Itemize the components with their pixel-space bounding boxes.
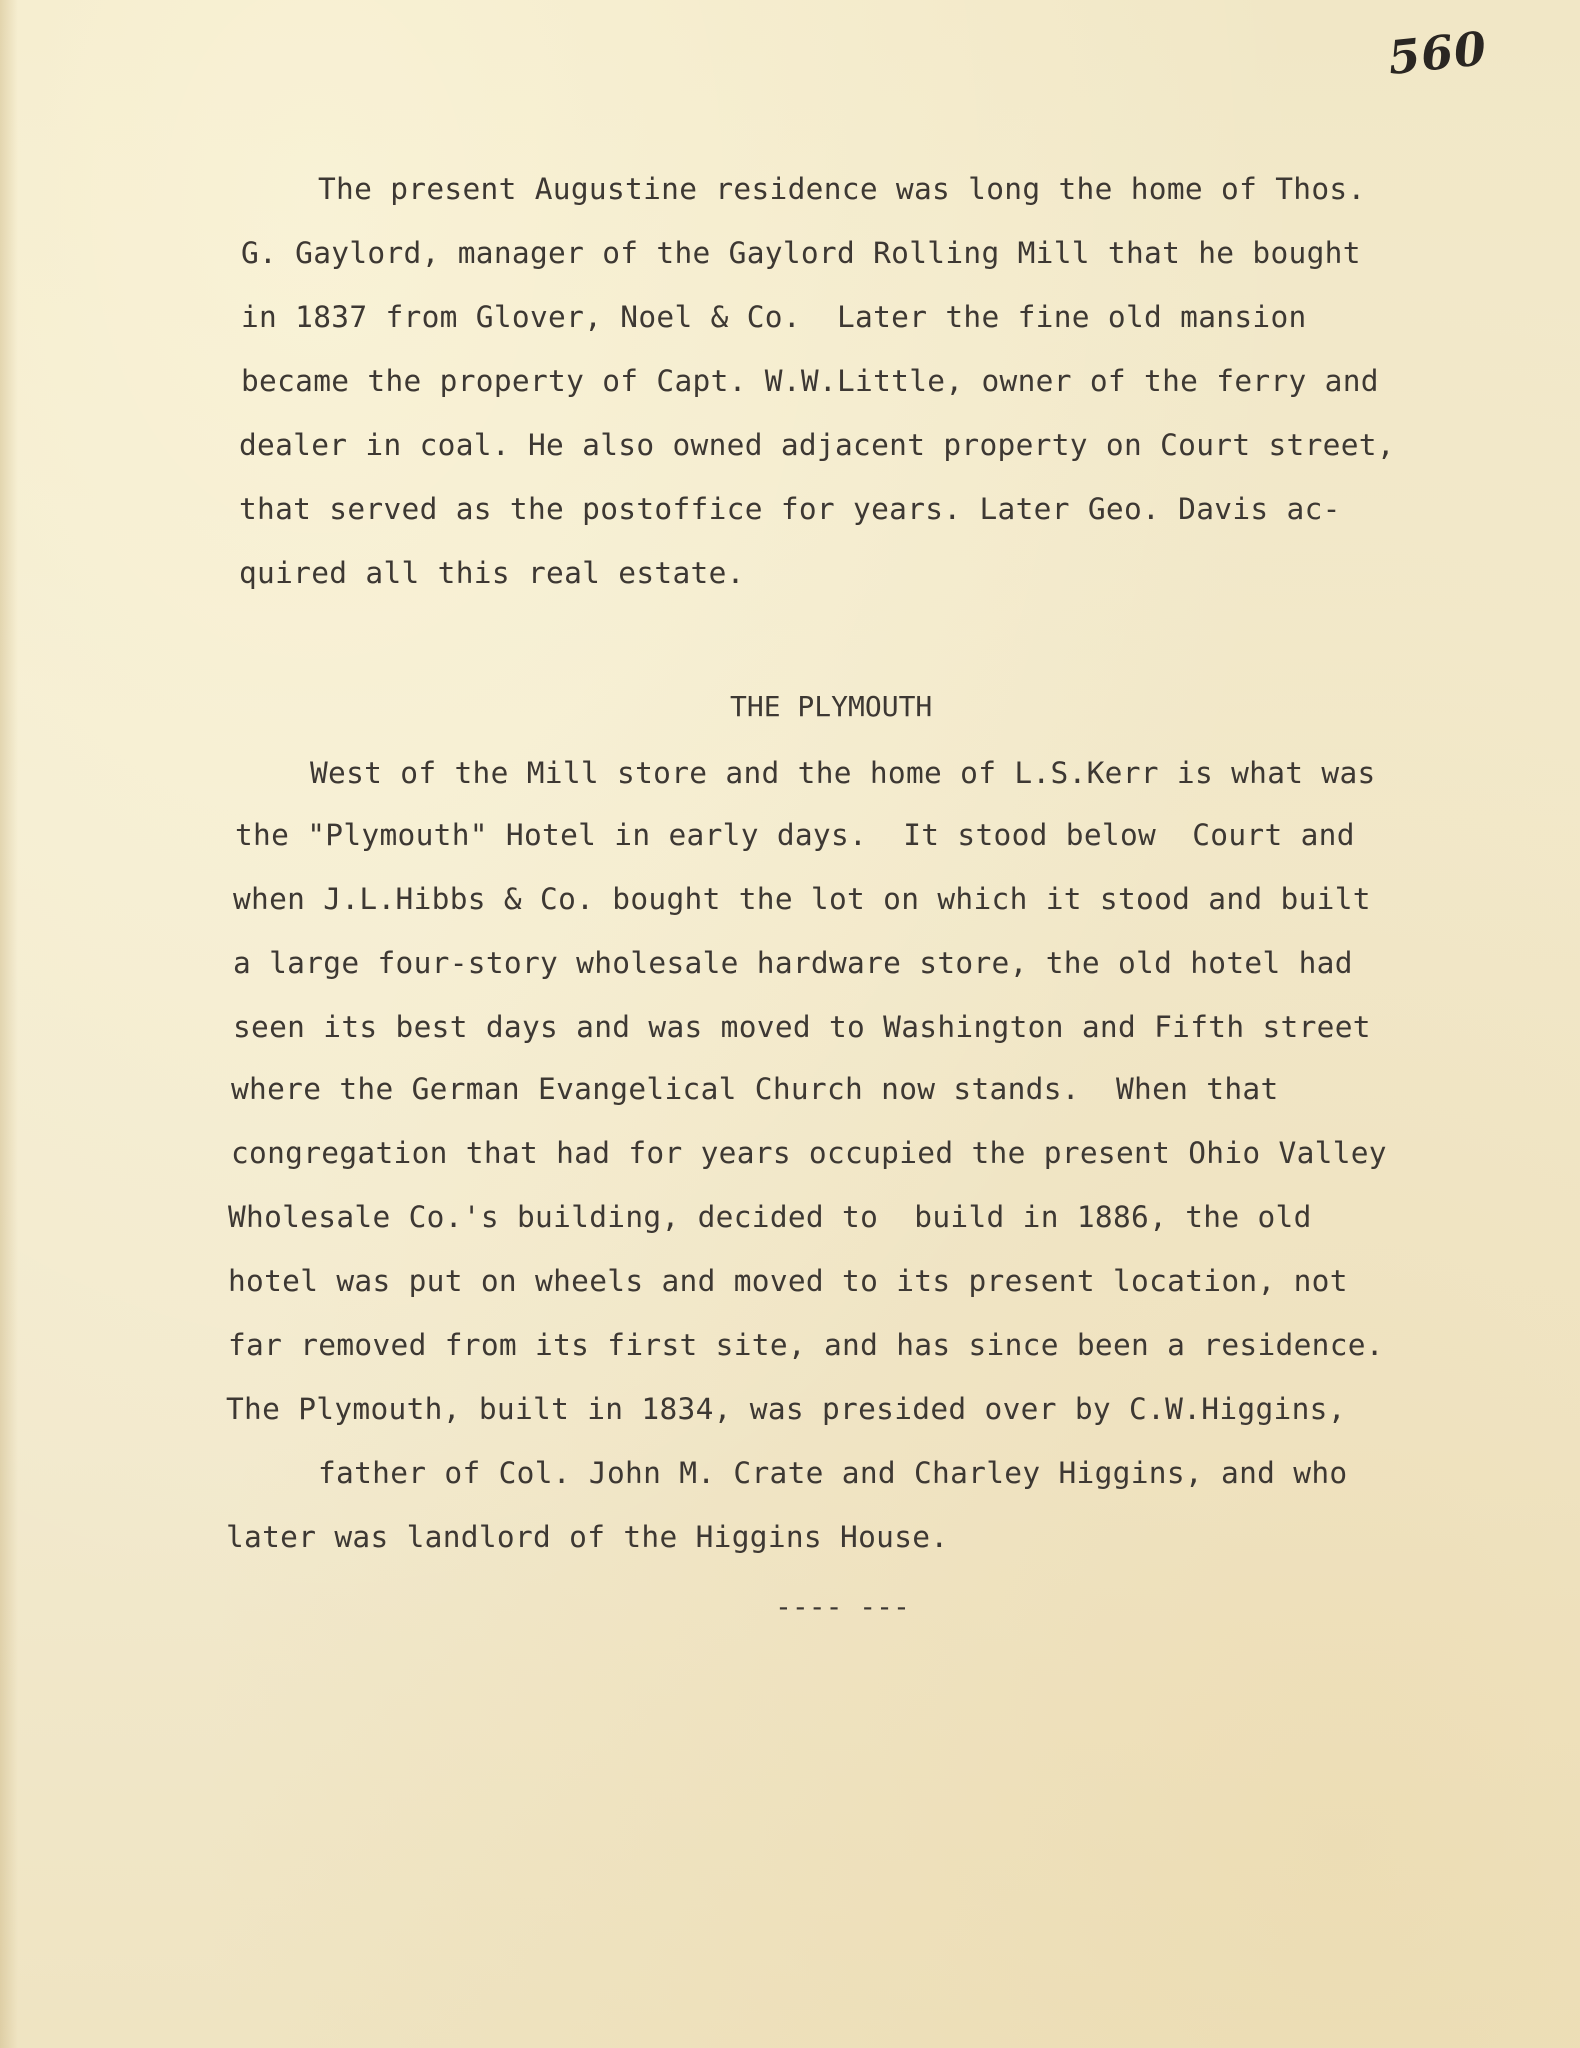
paragraph1-line-1: The present Augustine residence was long the home of Thos. [318,172,1366,206]
paragraph1-line-2: G. Gaylord, manager of the Gaylord Rolling Mill that he bought [241,236,1361,270]
paragraph2-line-5: seen its best days and was moved to Washington and Fifth street [233,1010,1371,1044]
paragraph1-line-4: became the property of Capt. W.W.Little, owner of the ferry and [241,364,1379,398]
paragraph2-line-12: father of Col. John M. Crate and Charley Higgins, and who [318,1456,1348,1490]
paragraph2-line-7: congregation that had for years occupied the present Ohio Valley [231,1136,1387,1170]
paragraph2-line-2: the "Plymouth" Hotel in early days. It stood below Court and [235,818,1355,852]
paragraph1-line-7: quired all this real estate. [239,556,745,590]
paragraph2-line-10: far removed from its first site, and has since been a residence. [228,1328,1384,1362]
paragraph2-line-9: hotel was put on wheels and moved to its present location, not [228,1264,1348,1298]
paragraph2-line-4: a large four-story wholesale hardware store, the old hotel had [233,946,1353,980]
handwritten-page-number: 560 [1385,20,1490,86]
paragraph2-line-11: The Plymouth, built in 1834, was presided over by C.W.Higgins, [226,1392,1346,1426]
paragraph2-line-13: later was landlord of the Higgins House. [226,1520,949,1554]
paragraph1-line-5: dealer in coal. He also owned adjacent property on Court street, [239,428,1395,462]
paragraph2-line-6: where the German Evangelical Church now stands. When that [231,1072,1279,1106]
end-mark: ---- --- [775,1590,910,1623]
paragraph2-line-8: Wholesale Co.'s building, decided to build in 1886, the old [228,1200,1312,1234]
paragraph2-line-1: West of the Mill store and the home of L.S.Kerr is what was [310,756,1376,790]
page-edge-shadow [0,0,18,2048]
section-heading: THE PLYMOUTH [730,690,933,723]
paragraph1-line-3: in 1837 from Glover, Noel & Co. Later the fine old mansion [241,300,1307,334]
paragraph1-line-6: that served as the postoffice for years. Later Geo. Davis ac- [239,492,1341,526]
paragraph2-line-3: when J.L.Hibbs & Co. bought the lot on which it stood and built [233,882,1371,916]
